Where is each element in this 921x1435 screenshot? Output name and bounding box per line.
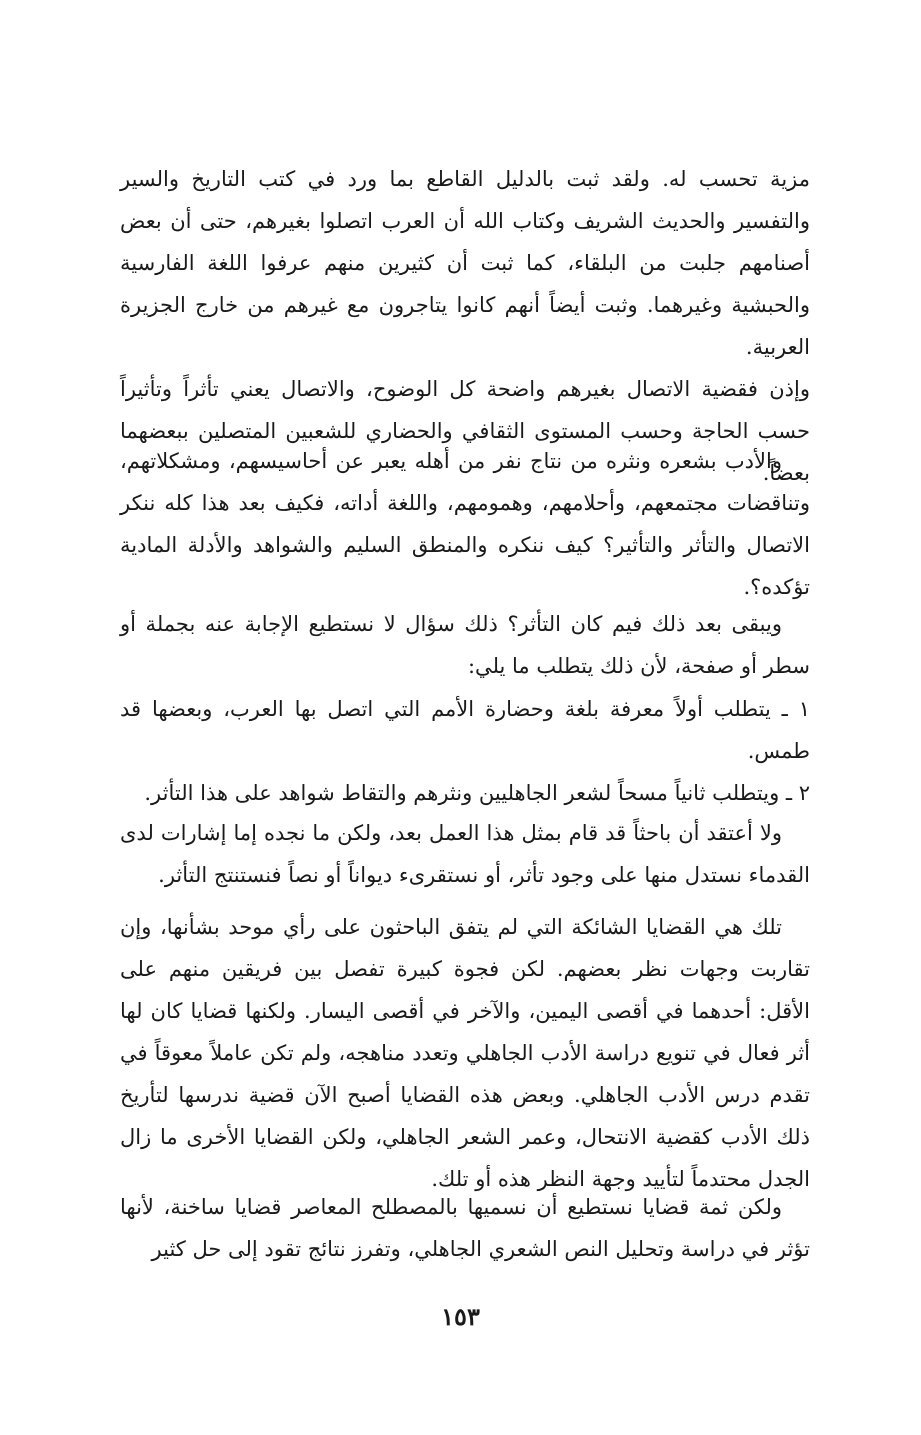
- paragraph: ولكن ثمة قضايا نستطيع أن نسميها بالمصطلح المعاصر قضايا ساخنة، لأنها تؤثر في دراسة وتحليل النص الشعري الجاهلي، وتفرز نتائج تقود إلى حل كثير: [120, 1195, 810, 1261]
- paragraph-block: [120, 906, 810, 1200]
- paragraph: تلك هي القضايا الشائكة التي لم يتفق الباحثون على رأي موحد بشأنها، وإن تقاربت وجهات نظر بعضهم. لكن فجوة كبيرة تفصل بين فريقين منهم على الأقل: أحدهما في أقصى اليمين، والآخر في أقصى اليسار. ولكنها قضايا كان لها أثر فعال في تنويع دراسة الأدب الجاهلي وتعدد مناهجه، ولم تكن عاملاً معوقاً في تقدم درس الأدب الجاهلي. وبعض هذه القضايا أصبح الآن قضية ندرسها لتأريخ ذلك الأدب كقضية الانتحال، وعمر الشعر الجاهلي، ولكن القضايا الأخرى ما زال الجدل محتدماً لتأييد وجهة النظر هذه أو تلك.: [120, 915, 810, 1191]
- paragraph: وإذن فقضية الاتصال بغيرهم واضحة كل الوضوح، والاتصال يعني تأثراً وتأثيراً حسب الحاجة وحسب المستوى الثقافي والحضاري للشعبين المتصلين ببعضهما بعضاً.: [120, 377, 810, 485]
- page-number: ١٥٣: [441, 1302, 480, 1331]
- list-item: ١ ـ يتطلب أولاً معرفة بلغة وحضارة الأمم التي اتصل بها العرب، وبعضها قد طمس.: [120, 697, 810, 763]
- list-item: ٢ ـ ويتطلب ثانياً مسحاً لشعر الجاهليين ونثرهم والتقاط شواهد على هذا التأثر.: [144, 781, 810, 805]
- paragraph: والأدب بشعره ونثره من نتاج نفر من أهله يعبر عن أحاسيسهم، ومشكلاتهم، وتناقضات مجتمعهم، وأحلامهم، وهمومهم، واللغة أداته، فكيف بعد هذا كله ننكر الاتصال والتأثر والتأثير؟ كيف ننكره والمنطق السليم والشواهد والأدلة المادية تؤكده؟.: [120, 449, 810, 599]
- paragraph: ويبقى بعد ذلك فيم كان التأثر؟ ذلك سؤال لا نستطيع الإجابة عنه بجملة أو سطر أو صفحة، لأن ذلك يتطلب ما يلي:: [120, 612, 810, 678]
- paragraph: ولا أعتقد أن باحثاً قد قام بمثل هذا العمل بعد، ولكن ما نجده إما إشارات لدى القدماء نستدل منها على وجود تأثر، أو نستقرىء ديواناً أو نصاً فنستنتج التأثر.: [120, 821, 810, 887]
- paragraph: مزية تحسب له. ولقد ثبت بالدليل القاطع بما ورد في كتب التاريخ والسير والتفسير والحديث الشريف وكتاب الله أن العرب اتصلوا بغيرهم، حتى أن بعض أصنامهم جلبت من البلقاء، كما ثبت أن كثيرين منهم عرفوا اللغة الفارسية والحبشية وغيرهما. وثبت أيضاً أنهم كانوا يتاجرون مع غيرهم من خارج الجزيرة العربية.: [120, 167, 810, 359]
- paragraph-block: [120, 603, 810, 687]
- numbered-list: [120, 688, 810, 814]
- paragraph-block: [120, 1186, 810, 1270]
- paragraph-block: [120, 440, 810, 608]
- paragraph-block: [120, 812, 810, 896]
